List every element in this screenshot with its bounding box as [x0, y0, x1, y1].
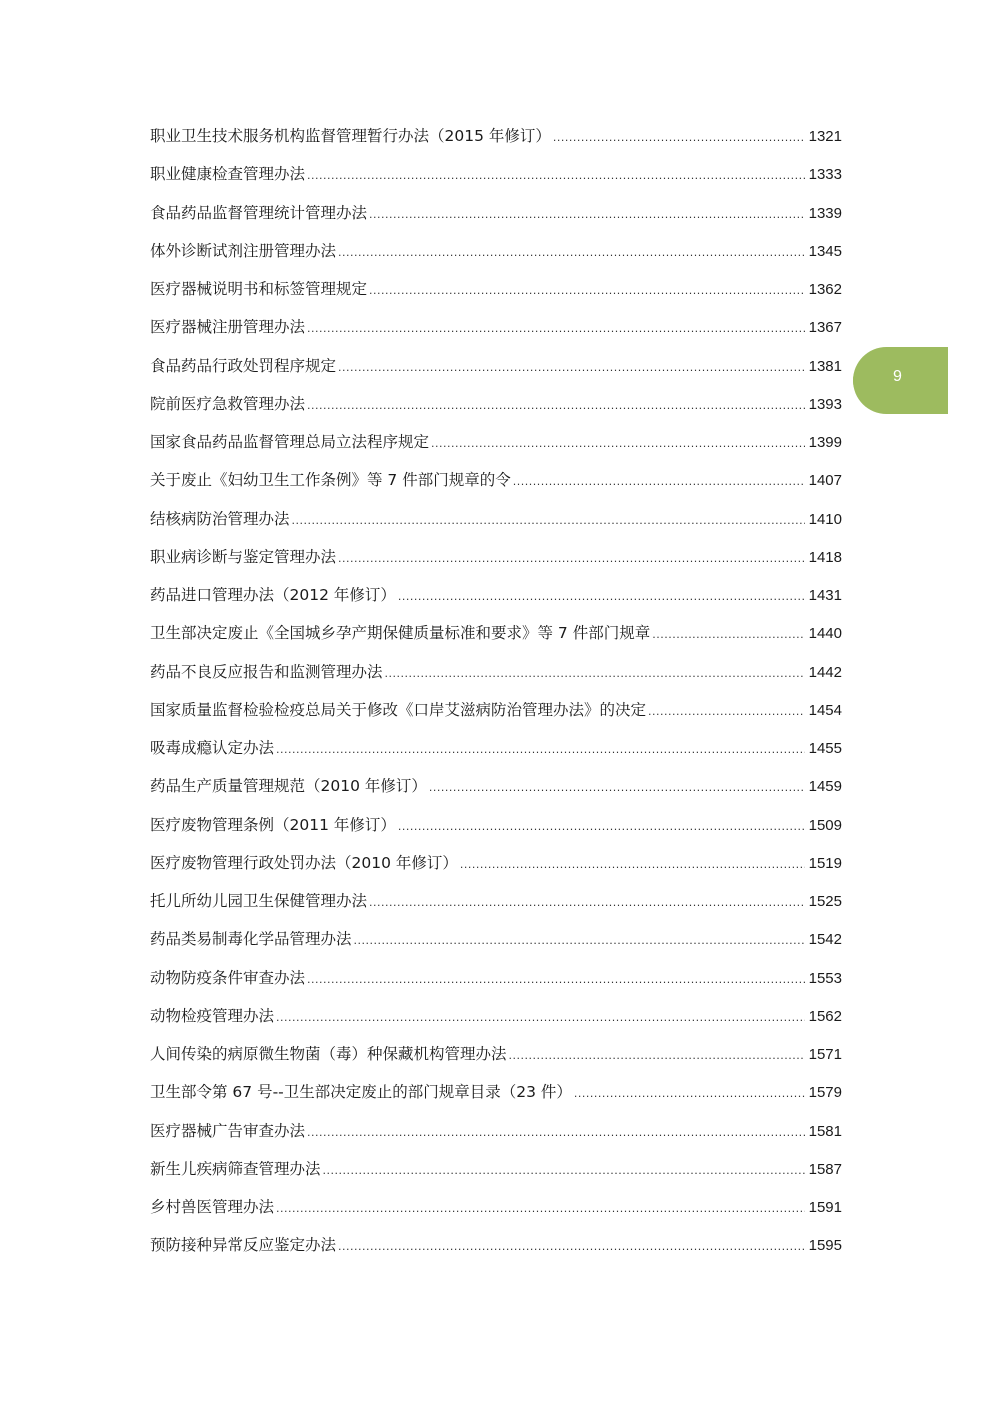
toc-entry-title: 乡村兽医管理办法	[150, 1198, 275, 1216]
toc-entry-page: 1571	[808, 1046, 842, 1063]
toc-entry[interactable]	[150, 236, 842, 274]
toc-entry[interactable]	[150, 465, 842, 503]
toc-entry-page: 1587	[808, 1160, 842, 1178]
toc-entry[interactable]	[150, 810, 842, 848]
toc-entry-page: 1562	[808, 1007, 842, 1025]
toc-dot-leader	[648, 697, 805, 727]
toc-entry[interactable]	[150, 542, 842, 580]
toc-dot-leader	[398, 812, 805, 842]
toc-entry[interactable]	[150, 1039, 842, 1077]
toc-entry[interactable]	[150, 618, 842, 656]
toc-entry[interactable]	[150, 1001, 842, 1039]
toc-entry[interactable]	[150, 504, 842, 542]
toc-entry-page: 1525	[808, 893, 842, 910]
toc-entry-page: 1393	[808, 395, 842, 413]
toc-dot-leader	[431, 429, 805, 459]
toc-entry[interactable]	[150, 198, 842, 236]
toc-entry[interactable]	[150, 1192, 842, 1230]
toc-dot-leader	[307, 965, 805, 995]
toc-entry-title: 药品生产质量管理规范（2010 年修订）	[150, 777, 427, 796]
toc-entry-title: 医疗废物管理行政处罚办法（2010 年修订）	[150, 853, 458, 872]
toc-dot-leader	[276, 1194, 805, 1224]
toc-dot-leader	[307, 161, 805, 191]
toc-entry-title: 动物防疫条件审查办法	[150, 968, 306, 987]
toc-entry[interactable]	[150, 963, 842, 1001]
toc-dot-leader	[307, 391, 805, 421]
table-of-contents	[150, 121, 842, 1269]
toc-entry-page: 1553	[808, 969, 842, 987]
toc-entry-title: 职业健康检查管理办法	[150, 165, 306, 184]
toc-entry-title: 药品进口管理办法（2012 年修订）	[150, 586, 396, 604]
toc-entry-page: 1345	[808, 242, 842, 260]
toc-entry-page: 1519	[808, 854, 842, 872]
toc-entry[interactable]	[150, 389, 842, 427]
toc-entry-title: 吸毒成瘾认定办法	[150, 739, 275, 757]
toc-dot-leader	[338, 238, 805, 268]
toc-entry[interactable]	[150, 657, 842, 695]
toc-entry[interactable]	[150, 1116, 842, 1154]
toc-entry-title: 新生儿疾病筛查管理办法	[150, 1159, 321, 1178]
toc-dot-leader	[369, 276, 805, 306]
toc-entry[interactable]	[150, 274, 842, 312]
toc-entry[interactable]	[150, 159, 842, 197]
toc-entry-page: 1381	[808, 357, 842, 375]
toc-entry[interactable]	[150, 312, 842, 350]
toc-entry[interactable]	[150, 695, 842, 733]
toc-entry-page: 1410	[808, 510, 842, 528]
toc-entry[interactable]	[150, 886, 842, 924]
toc-entry-page: 1542	[808, 931, 842, 949]
toc-entry[interactable]	[150, 580, 842, 618]
toc-entry[interactable]	[150, 351, 842, 389]
toc-dot-leader	[338, 353, 805, 383]
toc-entry[interactable]	[150, 1230, 842, 1268]
toc-entry-title: 预防接种异常反应鉴定办法	[150, 1236, 337, 1255]
toc-dot-leader	[338, 1232, 805, 1262]
toc-dot-leader	[460, 850, 805, 880]
toc-entry[interactable]	[150, 121, 842, 159]
toc-entry-title: 药品类易制毒化学品管理办法	[150, 930, 352, 949]
toc-entry-title: 食品药品行政处罚程序规定	[150, 356, 337, 375]
toc-entry-page: 1321	[808, 128, 842, 145]
toc-dot-leader	[509, 1041, 805, 1071]
toc-entry-page: 1367	[808, 319, 842, 337]
toc-entry-title: 食品药品监督管理统计管理办法	[150, 203, 368, 222]
toc-entry[interactable]	[150, 848, 842, 886]
toc-dot-leader	[323, 1156, 805, 1186]
toc-entry[interactable]	[150, 924, 842, 962]
toc-entry-title: 院前医疗急救管理办法	[150, 394, 306, 413]
toc-dot-leader	[429, 773, 805, 803]
toc-entry-title: 人间传染的病原微生物菌（毒）种保藏机构管理办法	[150, 1045, 507, 1063]
toc-entry-page: 1454	[808, 701, 842, 719]
toc-entry[interactable]	[150, 733, 842, 771]
toc-dot-leader	[553, 123, 805, 153]
toc-dot-leader	[574, 1079, 805, 1109]
toc-dot-leader	[369, 200, 805, 230]
toc-dot-leader	[369, 888, 805, 918]
toc-entry-page: 1418	[808, 548, 842, 566]
page-number: 9	[893, 368, 902, 385]
toc-entry-title: 医疗器械注册管理办法	[150, 318, 306, 337]
toc-entry-page: 1455	[808, 740, 842, 757]
toc-dot-leader	[276, 735, 805, 765]
toc-entry-page: 1581	[808, 1122, 842, 1140]
toc-entry-page: 1579	[808, 1084, 842, 1102]
toc-entry-title: 职业病诊断与鉴定管理办法	[150, 547, 337, 566]
toc-entry-page: 1591	[808, 1199, 842, 1216]
toc-dot-leader	[338, 544, 805, 574]
toc-dot-leader	[398, 582, 805, 612]
toc-entry-page: 1442	[808, 663, 842, 681]
toc-entry-title: 药品不良反应报告和监测管理办法	[150, 662, 383, 681]
toc-dot-leader	[307, 1118, 805, 1148]
toc-dot-leader	[354, 926, 805, 956]
toc-entry-page: 1407	[808, 472, 842, 490]
toc-entry-page: 1339	[808, 204, 842, 222]
toc-dot-leader	[276, 1003, 805, 1033]
toc-entry-title: 体外诊断试剂注册管理办法	[150, 241, 337, 260]
toc-entry-title: 国家食品药品监督管理总局立法程序规定	[150, 433, 430, 451]
toc-entry-page: 1431	[808, 587, 842, 604]
toc-dot-leader	[385, 659, 805, 689]
toc-entry-title: 国家质量监督检验检疫总局关于修改《口岸艾滋病防治管理办法》的决定	[150, 700, 647, 719]
toc-entry-page: 1509	[808, 816, 842, 834]
toc-dot-leader	[513, 467, 805, 497]
toc-entry-title: 动物检疫管理办法	[150, 1006, 275, 1025]
toc-dot-leader	[652, 620, 804, 650]
toc-entry-title: 卫生部令第 67 号--卫生部决定废止的部门规章目录（23 件）	[150, 1083, 572, 1102]
toc-entry-title: 职业卫生技术服务机构监督管理暂行办法（2015 年修订）	[150, 127, 551, 145]
toc-entry-title: 医疗器械广告审查办法	[150, 1121, 306, 1140]
toc-entry-title: 关于废止《妇幼卫生工作条例》等 7 件部门规章的令	[150, 471, 511, 490]
toc-entry-title: 结核病防治管理办法	[150, 509, 290, 528]
toc-entry-page: 1399	[808, 434, 842, 451]
toc-entry-page: 1440	[808, 625, 842, 643]
toc-dot-leader	[307, 314, 805, 344]
toc-entry-title: 医疗废物管理条例（2011 年修订）	[150, 815, 396, 834]
toc-entry-page: 1595	[808, 1237, 842, 1255]
toc-entry-page: 1459	[808, 778, 842, 796]
page-number-badge	[853, 347, 948, 414]
toc-entry-title: 卫生部决定废止《全国城乡孕产期保健质量标准和要求》等 7 件部门规章	[150, 624, 651, 643]
toc-entry-page: 1362	[808, 281, 842, 298]
toc-entry-title: 托儿所幼儿园卫生保健管理办法	[150, 892, 368, 910]
toc-entry-title: 医疗器械说明书和标签管理规定	[150, 280, 368, 298]
toc-entry[interactable]	[150, 771, 842, 809]
toc-entry-page: 1333	[808, 166, 842, 184]
toc-entry[interactable]	[150, 1077, 842, 1115]
toc-dot-leader	[292, 506, 805, 536]
toc-entry[interactable]	[150, 427, 842, 465]
toc-entry[interactable]	[150, 1154, 842, 1192]
